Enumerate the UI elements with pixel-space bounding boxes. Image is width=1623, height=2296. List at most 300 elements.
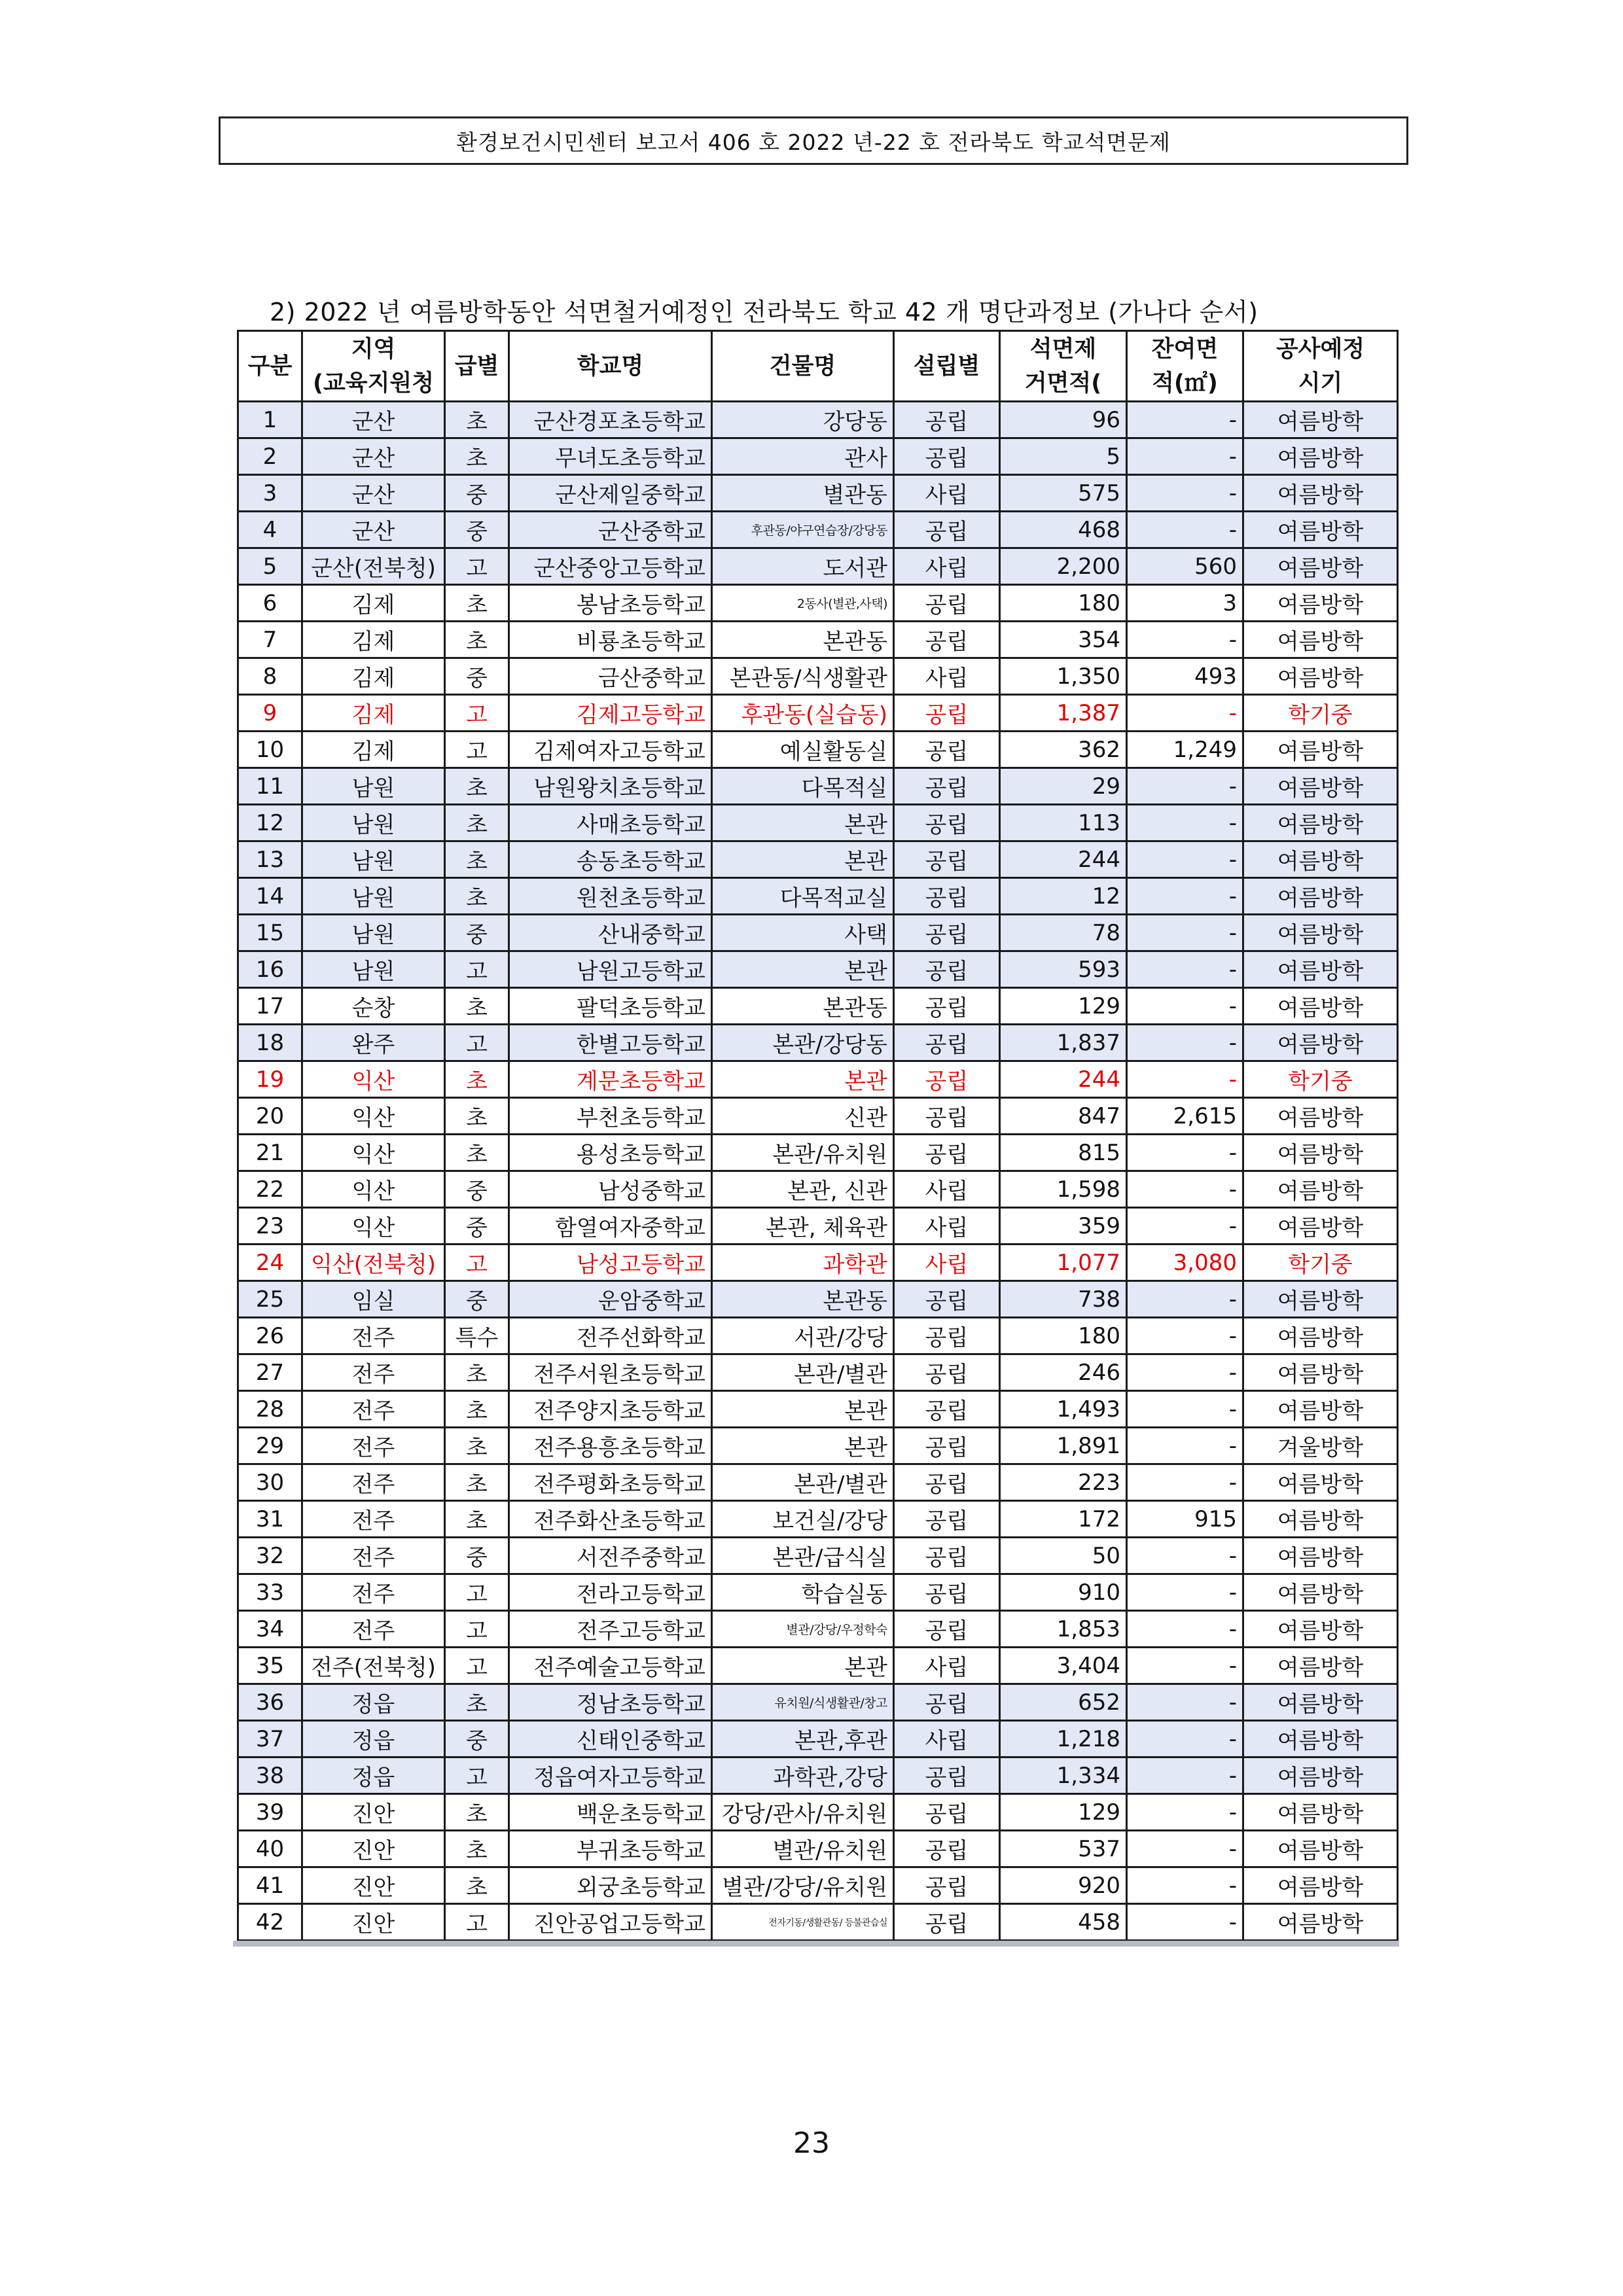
cell-col-no: 22 <box>238 1171 302 1208</box>
cell-col-schedule: 여름방학 <box>1243 1831 1398 1867</box>
table-row <box>238 988 1398 1025</box>
cell-col-remaining: 2,615 <box>1127 1098 1243 1135</box>
cell-col-schedule: 학기중 <box>1243 1061 1398 1098</box>
cell-col-remaining: - <box>1127 475 1243 512</box>
cell-col-region: 김제 <box>302 585 445 622</box>
cell-col-level: 초 <box>445 1794 509 1831</box>
table-row <box>238 1794 1398 1831</box>
cell-col-level: 초 <box>445 988 509 1025</box>
cell-col-area: 1,493 <box>1000 1391 1127 1428</box>
cell-col-remaining: - <box>1127 1025 1243 1061</box>
cell-col-building: 본관동 <box>712 1281 894 1318</box>
cell-col-remaining: - <box>1127 1611 1243 1648</box>
cell-col-region: 전주(전북청) <box>302 1648 445 1684</box>
cell-col-school: 전주서원초등학교 <box>509 1354 712 1391</box>
table-row <box>238 402 1398 438</box>
cell-col-schedule: 여름방학 <box>1243 878 1398 915</box>
cell-col-remaining: - <box>1127 622 1243 658</box>
cell-col-building: 관사 <box>712 438 894 475</box>
table-row <box>238 548 1398 585</box>
cell-col-remaining: - <box>1127 1574 1243 1611</box>
cell-col-region: 익산 <box>302 1098 445 1135</box>
cell-col-school: 전라고등학교 <box>509 1574 712 1611</box>
cell-col-remaining: 1,249 <box>1127 732 1243 768</box>
cell-col-remaining: - <box>1127 841 1243 878</box>
cell-col-no: 21 <box>238 1135 302 1171</box>
cell-col-building: 과학관,강당 <box>712 1757 894 1794</box>
cell-col-remaining: - <box>1127 402 1243 438</box>
cell-col-schedule: 여름방학 <box>1243 1464 1398 1501</box>
table-row <box>238 1391 1398 1428</box>
table-row <box>238 1684 1398 1721</box>
cell-col-level: 특수 <box>445 1318 509 1354</box>
cell-col-schedule: 여름방학 <box>1243 805 1398 841</box>
cell-col-remaining: - <box>1127 805 1243 841</box>
table-row <box>238 915 1398 951</box>
cell-col-level: 초 <box>445 805 509 841</box>
cell-col-schedule: 여름방학 <box>1243 512 1398 548</box>
cell-col-schedule: 여름방학 <box>1243 548 1398 585</box>
cell-col-type: 공립 <box>894 512 1000 548</box>
cell-col-school: 팔덕초등학교 <box>509 988 712 1025</box>
cell-col-school: 비룡초등학교 <box>509 622 712 658</box>
cell-col-remaining: - <box>1127 951 1243 988</box>
cell-col-building: 별관/강당/유치원 <box>712 1867 894 1904</box>
table-row <box>238 1611 1398 1648</box>
table-row <box>238 1428 1398 1464</box>
cell-col-level: 초 <box>445 585 509 622</box>
cell-col-remaining: - <box>1127 1208 1243 1245</box>
cell-col-no: 14 <box>238 878 302 915</box>
cell-col-region: 전주 <box>302 1318 445 1354</box>
cell-col-building: 본관동/식생활관 <box>712 658 894 695</box>
cell-col-remaining: 560 <box>1127 548 1243 585</box>
cell-col-schedule: 여름방학 <box>1243 1757 1398 1794</box>
cell-col-no: 18 <box>238 1025 302 1061</box>
cell-col-level: 고 <box>445 695 509 732</box>
cell-col-no: 32 <box>238 1538 302 1574</box>
cell-col-remaining: - <box>1127 1171 1243 1208</box>
cell-col-schedule: 여름방학 <box>1243 1318 1398 1354</box>
table-shadow <box>233 1941 1399 1947</box>
cell-col-region: 군산 <box>302 402 445 438</box>
cell-col-area: 172 <box>1000 1501 1127 1538</box>
cell-col-building: 사택 <box>712 915 894 951</box>
header-col-building: 건물명 <box>712 331 894 402</box>
cell-col-area: 50 <box>1000 1538 1127 1574</box>
cell-col-building: 별관/유치원 <box>712 1831 894 1867</box>
table-row <box>238 585 1398 622</box>
cell-col-building: 본관, 신관 <box>712 1171 894 1208</box>
cell-col-school: 봉남초등학교 <box>509 585 712 622</box>
cell-col-region: 익산(전북청) <box>302 1245 445 1281</box>
cell-col-level: 고 <box>445 1574 509 1611</box>
cell-col-level: 초 <box>445 878 509 915</box>
cell-col-region: 군산 <box>302 475 445 512</box>
cell-col-region: 군산(전북청) <box>302 548 445 585</box>
cell-col-level: 초 <box>445 1684 509 1721</box>
cell-col-type: 공립 <box>894 1354 1000 1391</box>
cell-col-area: 180 <box>1000 585 1127 622</box>
cell-col-type: 공립 <box>894 841 1000 878</box>
cell-col-school: 무녀도초등학교 <box>509 438 712 475</box>
cell-col-level: 중 <box>445 1538 509 1574</box>
cell-col-building: 본관 <box>712 841 894 878</box>
cell-col-no: 1 <box>238 402 302 438</box>
cell-col-no: 2 <box>238 438 302 475</box>
cell-col-no: 42 <box>238 1904 302 1941</box>
cell-col-school: 부천초등학교 <box>509 1098 712 1135</box>
cell-col-region: 전주 <box>302 1391 445 1428</box>
cell-col-building: 서관/강당 <box>712 1318 894 1354</box>
cell-col-region: 남원 <box>302 878 445 915</box>
table-row <box>238 1831 1398 1867</box>
table-header-row <box>238 331 1398 402</box>
cell-col-area: 29 <box>1000 768 1127 805</box>
cell-col-schedule: 여름방학 <box>1243 475 1398 512</box>
cell-col-region: 익산 <box>302 1171 445 1208</box>
cell-col-type: 공립 <box>894 1391 1000 1428</box>
cell-col-region: 익산 <box>302 1061 445 1098</box>
cell-col-no: 8 <box>238 658 302 695</box>
cell-col-schedule: 여름방학 <box>1243 1648 1398 1684</box>
cell-col-remaining: 915 <box>1127 1501 1243 1538</box>
cell-col-building: 학습실동 <box>712 1574 894 1611</box>
cell-col-area: 1,077 <box>1000 1245 1127 1281</box>
cell-col-schedule: 여름방학 <box>1243 1611 1398 1648</box>
cell-col-type: 공립 <box>894 1904 1000 1941</box>
cell-col-schedule: 여름방학 <box>1243 1794 1398 1831</box>
table-row <box>238 658 1398 695</box>
cell-col-type: 공립 <box>894 1611 1000 1648</box>
cell-col-area: 1,387 <box>1000 695 1127 732</box>
table-row <box>238 622 1398 658</box>
cell-col-schedule: 여름방학 <box>1243 1135 1398 1171</box>
cell-col-area: 652 <box>1000 1684 1127 1721</box>
cell-col-type: 공립 <box>894 585 1000 622</box>
cell-col-area: 12 <box>1000 878 1127 915</box>
header-col-school: 학교명 <box>509 331 712 402</box>
cell-col-no: 41 <box>238 1867 302 1904</box>
cell-col-area: 1,598 <box>1000 1171 1127 1208</box>
cell-col-no: 9 <box>238 695 302 732</box>
cell-col-schedule: 여름방학 <box>1243 1208 1398 1245</box>
cell-col-area: 920 <box>1000 1867 1127 1904</box>
cell-col-school: 전주선화학교 <box>509 1318 712 1354</box>
table-row <box>238 768 1398 805</box>
cell-col-no: 31 <box>238 1501 302 1538</box>
cell-col-building: 다목적교실 <box>712 878 894 915</box>
cell-col-type: 사립 <box>894 1171 1000 1208</box>
cell-col-remaining: 3 <box>1127 585 1243 622</box>
cell-col-school: 남원고등학교 <box>509 951 712 988</box>
cell-col-region: 임실 <box>302 1281 445 1318</box>
cell-col-building: 강당/관사/유치원 <box>712 1794 894 1831</box>
table-row <box>238 438 1398 475</box>
cell-col-region: 김제 <box>302 658 445 695</box>
cell-col-type: 공립 <box>894 1757 1000 1794</box>
cell-col-school: 김제여자고등학교 <box>509 732 712 768</box>
cell-col-building: 2동사(별관,사택) <box>712 585 894 622</box>
cell-col-remaining: - <box>1127 1281 1243 1318</box>
cell-col-school: 군산중학교 <box>509 512 712 548</box>
table-body <box>238 402 1398 1941</box>
table-row <box>238 1904 1398 1941</box>
cell-col-region: 진안 <box>302 1794 445 1831</box>
cell-col-no: 27 <box>238 1354 302 1391</box>
cell-col-remaining: - <box>1127 988 1243 1025</box>
cell-col-no: 15 <box>238 915 302 951</box>
cell-col-area: 244 <box>1000 841 1127 878</box>
cell-col-area: 3,404 <box>1000 1648 1127 1684</box>
cell-col-building: 본관, 체육관 <box>712 1208 894 1245</box>
cell-col-school: 남성고등학교 <box>509 1245 712 1281</box>
table-row <box>238 1574 1398 1611</box>
cell-col-area: 1,853 <box>1000 1611 1127 1648</box>
cell-col-remaining: - <box>1127 768 1243 805</box>
cell-col-no: 29 <box>238 1428 302 1464</box>
cell-col-school: 산내중학교 <box>509 915 712 951</box>
cell-col-area: 1,334 <box>1000 1757 1127 1794</box>
cell-col-region: 전주 <box>302 1428 445 1464</box>
cell-col-type: 공립 <box>894 805 1000 841</box>
cell-col-level: 초 <box>445 622 509 658</box>
table-row <box>238 1464 1398 1501</box>
cell-col-type: 공립 <box>894 1318 1000 1354</box>
cell-col-schedule: 여름방학 <box>1243 1684 1398 1721</box>
cell-col-type: 공립 <box>894 622 1000 658</box>
cell-col-school: 전주양지초등학교 <box>509 1391 712 1428</box>
table-row <box>238 805 1398 841</box>
cell-col-no: 19 <box>238 1061 302 1098</box>
cell-col-building: 전자기동/생활관동/ 등불관습실 <box>712 1904 894 1941</box>
header-col-area: 석면제 거면적( <box>1000 331 1127 402</box>
cell-col-school: 김제고등학교 <box>509 695 712 732</box>
cell-col-level: 고 <box>445 951 509 988</box>
cell-col-area: 593 <box>1000 951 1127 988</box>
cell-col-region: 전주 <box>302 1464 445 1501</box>
cell-col-area: 96 <box>1000 402 1127 438</box>
cell-col-schedule: 여름방학 <box>1243 1574 1398 1611</box>
cell-col-school: 남성중학교 <box>509 1171 712 1208</box>
cell-col-remaining: 493 <box>1127 658 1243 695</box>
cell-col-region: 진안 <box>302 1867 445 1904</box>
cell-col-schedule: 여름방학 <box>1243 1025 1398 1061</box>
cell-col-school: 정남초등학교 <box>509 1684 712 1721</box>
cell-col-level: 중 <box>445 1281 509 1318</box>
cell-col-type: 공립 <box>894 1281 1000 1318</box>
table-row <box>238 1061 1398 1098</box>
cell-col-region: 완주 <box>302 1025 445 1061</box>
cell-col-building: 본관 <box>712 805 894 841</box>
cell-col-region: 익산 <box>302 1208 445 1245</box>
cell-col-level: 초 <box>445 1831 509 1867</box>
cell-col-type: 공립 <box>894 878 1000 915</box>
cell-col-type: 공립 <box>894 1867 1000 1904</box>
cell-col-area: 223 <box>1000 1464 1127 1501</box>
cell-col-area: 246 <box>1000 1354 1127 1391</box>
cell-col-school: 용성초등학교 <box>509 1135 712 1171</box>
header-col-region: 지역 (교육지원청 <box>302 331 445 402</box>
cell-col-school: 백운초등학교 <box>509 1794 712 1831</box>
cell-col-type: 공립 <box>894 1098 1000 1135</box>
cell-col-remaining: - <box>1127 1538 1243 1574</box>
cell-col-schedule: 여름방학 <box>1243 622 1398 658</box>
cell-col-level: 고 <box>445 548 509 585</box>
cell-col-remaining: - <box>1127 1794 1243 1831</box>
cell-col-type: 공립 <box>894 695 1000 732</box>
cell-col-school: 진안공업고등학교 <box>509 1904 712 1941</box>
cell-col-no: 39 <box>238 1794 302 1831</box>
table-row <box>238 1867 1398 1904</box>
table-row <box>238 732 1398 768</box>
cell-col-building: 유치원/식생활관/창고 <box>712 1684 894 1721</box>
cell-col-region: 전주 <box>302 1611 445 1648</box>
cell-col-school: 전주고등학교 <box>509 1611 712 1648</box>
cell-col-level: 초 <box>445 1061 509 1098</box>
cell-col-remaining: - <box>1127 1684 1243 1721</box>
cell-col-schedule: 학기중 <box>1243 695 1398 732</box>
cell-col-area: 129 <box>1000 988 1127 1025</box>
cell-col-schedule: 여름방학 <box>1243 1904 1398 1941</box>
cell-col-region: 정읍 <box>302 1757 445 1794</box>
cell-col-area: 2,200 <box>1000 548 1127 585</box>
cell-col-school: 군산중앙고등학교 <box>509 548 712 585</box>
cell-col-area: 244 <box>1000 1061 1127 1098</box>
cell-col-no: 4 <box>238 512 302 548</box>
cell-col-level: 고 <box>445 1904 509 1941</box>
cell-col-no: 28 <box>238 1391 302 1428</box>
table-row <box>238 1757 1398 1794</box>
cell-col-region: 군산 <box>302 512 445 548</box>
cell-col-school: 원천초등학교 <box>509 878 712 915</box>
header-col-level: 급별 <box>445 331 509 402</box>
cell-col-type: 공립 <box>894 1135 1000 1171</box>
table-row <box>238 1538 1398 1574</box>
cell-col-building: 후관동(실습동) <box>712 695 894 732</box>
cell-col-schedule: 여름방학 <box>1243 732 1398 768</box>
cell-col-no: 30 <box>238 1464 302 1501</box>
table-row <box>238 1721 1398 1757</box>
cell-col-school: 부귀초등학교 <box>509 1831 712 1867</box>
cell-col-schedule: 여름방학 <box>1243 438 1398 475</box>
cell-col-schedule: 여름방학 <box>1243 1391 1398 1428</box>
table-row <box>238 1245 1398 1281</box>
table-row <box>238 878 1398 915</box>
cell-col-type: 사립 <box>894 548 1000 585</box>
table-caption: 2) 2022 년 여름방학동안 석면철거예정인 전라북도 학교 42 개 명단과정보 (가나다 순서) <box>270 298 1258 327</box>
cell-col-area: 129 <box>1000 1794 1127 1831</box>
cell-col-schedule: 여름방학 <box>1243 402 1398 438</box>
cell-col-building: 본관/급식실 <box>712 1538 894 1574</box>
cell-col-no: 6 <box>238 585 302 622</box>
cell-col-schedule: 여름방학 <box>1243 768 1398 805</box>
cell-col-region: 전주 <box>302 1538 445 1574</box>
cell-col-school: 군산경포초등학교 <box>509 402 712 438</box>
cell-col-school: 송동초등학교 <box>509 841 712 878</box>
cell-col-region: 전주 <box>302 1574 445 1611</box>
cell-col-level: 중 <box>445 915 509 951</box>
cell-col-level: 고 <box>445 1648 509 1684</box>
cell-col-type: 공립 <box>894 732 1000 768</box>
cell-col-area: 113 <box>1000 805 1127 841</box>
cell-col-level: 고 <box>445 1757 509 1794</box>
header-col-remaining: 잔여면 적(㎡) <box>1127 331 1243 402</box>
cell-col-area: 362 <box>1000 732 1127 768</box>
cell-col-region: 진안 <box>302 1904 445 1941</box>
table-row <box>238 1025 1398 1061</box>
cell-col-type: 사립 <box>894 658 1000 695</box>
table-row <box>238 951 1398 988</box>
cell-col-type: 공립 <box>894 402 1000 438</box>
cell-col-building: 본관 <box>712 1061 894 1098</box>
cell-col-no: 17 <box>238 988 302 1025</box>
cell-col-level: 초 <box>445 768 509 805</box>
cell-col-type: 공립 <box>894 438 1000 475</box>
cell-col-building: 본관/별관 <box>712 1464 894 1501</box>
cell-col-school: 남원왕치초등학교 <box>509 768 712 805</box>
cell-col-area: 5 <box>1000 438 1127 475</box>
cell-col-remaining: - <box>1127 1428 1243 1464</box>
cell-col-region: 김제 <box>302 695 445 732</box>
cell-col-no: 13 <box>238 841 302 878</box>
cell-col-region: 김제 <box>302 732 445 768</box>
cell-col-area: 1,837 <box>1000 1025 1127 1061</box>
report-header <box>219 116 1408 165</box>
cell-col-remaining: - <box>1127 1867 1243 1904</box>
table-row <box>238 475 1398 512</box>
cell-col-region: 정읍 <box>302 1721 445 1757</box>
cell-col-level: 초 <box>445 1428 509 1464</box>
cell-col-area: 537 <box>1000 1831 1127 1867</box>
cell-col-building: 본관 <box>712 1428 894 1464</box>
cell-col-area: 815 <box>1000 1135 1127 1171</box>
cell-col-school: 정읍여자고등학교 <box>509 1757 712 1794</box>
cell-col-no: 38 <box>238 1757 302 1794</box>
cell-col-region: 순창 <box>302 988 445 1025</box>
cell-col-school: 전주용흥초등학교 <box>509 1428 712 1464</box>
cell-col-level: 고 <box>445 732 509 768</box>
cell-col-remaining: - <box>1127 695 1243 732</box>
cell-col-area: 1,350 <box>1000 658 1127 695</box>
cell-col-schedule: 여름방학 <box>1243 585 1398 622</box>
table-row <box>238 1501 1398 1538</box>
cell-col-building: 별관동 <box>712 475 894 512</box>
header-col-schedule: 공사예정 시기 <box>1243 331 1398 402</box>
cell-col-level: 초 <box>445 1867 509 1904</box>
cell-col-school: 사매초등학교 <box>509 805 712 841</box>
cell-col-level: 중 <box>445 1721 509 1757</box>
cell-col-schedule: 여름방학 <box>1243 1721 1398 1757</box>
table-row <box>238 1281 1398 1318</box>
cell-col-school: 전주평화초등학교 <box>509 1464 712 1501</box>
cell-col-building: 강당동 <box>712 402 894 438</box>
cell-col-level: 중 <box>445 1208 509 1245</box>
cell-col-building: 본관 <box>712 1391 894 1428</box>
cell-col-level: 중 <box>445 512 509 548</box>
cell-col-schedule: 여름방학 <box>1243 1171 1398 1208</box>
table-row <box>238 1171 1398 1208</box>
cell-col-type: 공립 <box>894 1428 1000 1464</box>
cell-col-area: 78 <box>1000 915 1127 951</box>
cell-col-no: 40 <box>238 1831 302 1867</box>
school-asbestos-table <box>237 330 1399 1941</box>
cell-col-level: 초 <box>445 1391 509 1428</box>
cell-col-schedule: 겨울방학 <box>1243 1428 1398 1464</box>
cell-col-area: 738 <box>1000 1281 1127 1318</box>
cell-col-area: 1,891 <box>1000 1428 1127 1464</box>
cell-col-school: 전주예술고등학교 <box>509 1648 712 1684</box>
